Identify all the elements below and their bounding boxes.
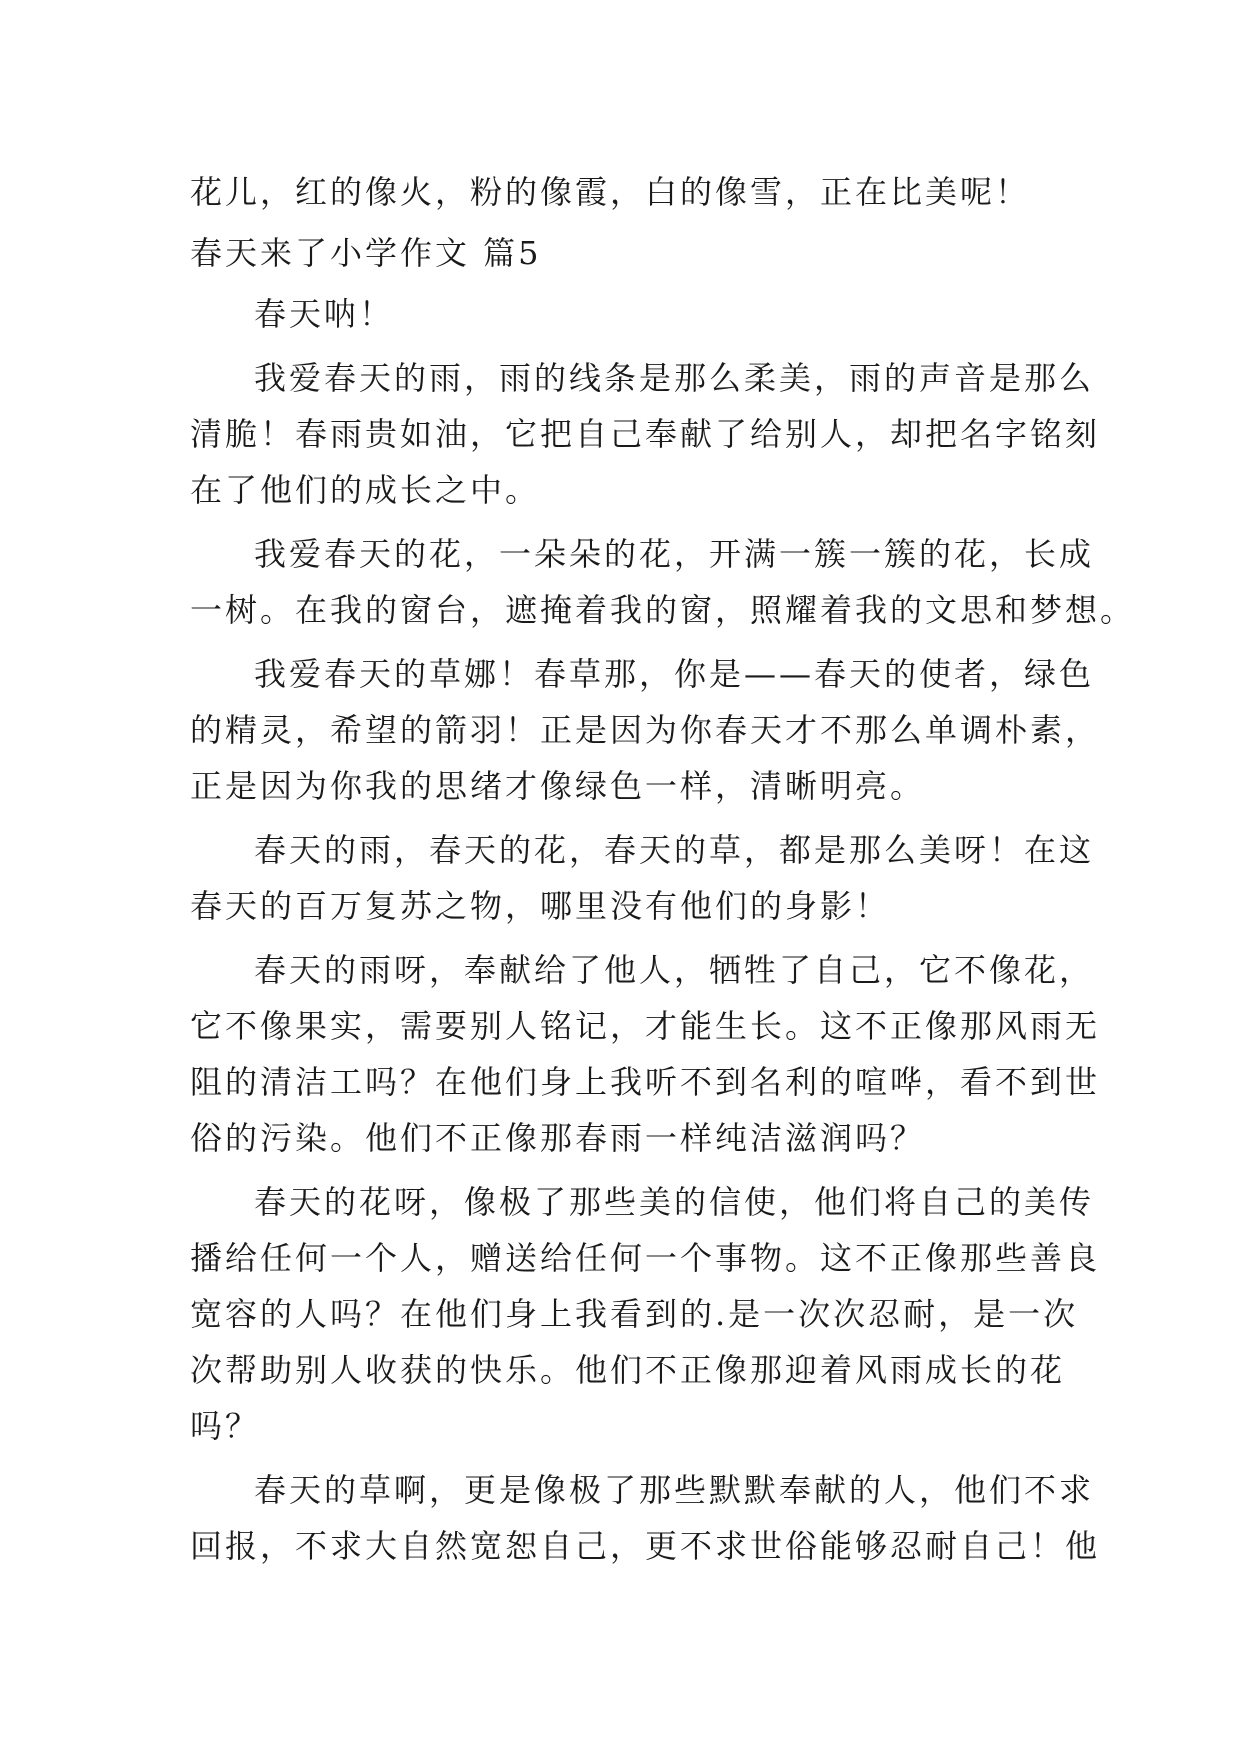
- text-line: 俗的污染。他们不正像那春雨一样纯洁滋润吗？: [190, 1119, 926, 1157]
- text-line: 正是因为你我的思绪才像绿色一样，清晰明亮。: [190, 767, 926, 805]
- text-line: 春天的雨呀，奉献给了他人，牺牲了自己，它不像花，: [254, 951, 1095, 989]
- text-line: 阻的清洁工吗？在他们身上我听不到名利的喧哗，看不到世: [190, 1063, 1101, 1101]
- text-line: 一树。在我的窗台，遮掩着我的窗，照耀着我的文思和梦想。: [190, 591, 1136, 629]
- paragraph: [190, 1174, 1101, 1454]
- text-line: 吗？: [190, 1407, 261, 1445]
- document-body: [190, 164, 1136, 1582]
- top-fragment: [190, 164, 1050, 220]
- text-line: 我爱春天的雨，雨的线条是那么柔美，雨的声音是那么: [254, 359, 1095, 397]
- text-line: 春天的百万复苏之物，哪里没有他们的身影！: [190, 887, 891, 925]
- paragraph: [190, 1462, 1101, 1574]
- text-line: 回报，不求大自然宽恕自己，更不求世俗能够忍耐自己！他: [190, 1527, 1101, 1565]
- text-line: 春天的花呀，像极了那些美的信使，他们将自己的美传: [254, 1183, 1095, 1221]
- text-line: 花儿，红的像火，粉的像霞，白的像雪，正在比美呢！: [190, 173, 1031, 211]
- paragraph: [190, 942, 1101, 1166]
- text-line: 宽容的人吗？在他们身上我看到的.是一次次忍耐，是一次: [190, 1295, 1079, 1333]
- text-line: 在了他们的成长之中。: [190, 471, 541, 509]
- paragraph: [190, 286, 1050, 342]
- paragraph: [190, 646, 1101, 814]
- text-line: 播给任何一个人，赠送给任何一个事物。这不正像那些善良: [190, 1239, 1101, 1277]
- paragraph: [190, 350, 1101, 518]
- text-line: 春天的草啊，更是像极了那些默默奉献的人，他们不求: [254, 1471, 1095, 1509]
- text-line: 的精灵，希望的箭羽！正是因为你春天才不那么单调朴素，: [190, 711, 1101, 749]
- text-line: 我爱春天的花，一朵朵的花，开满一簇一簇的花，长成: [254, 535, 1095, 573]
- section-title: 春天来了小学作文 篇5: [190, 234, 542, 272]
- text-line: 春天的雨，春天的花，春天的草，都是那么美呀！在这: [254, 831, 1095, 869]
- text-line: 清脆！春雨贵如油，它把自己奉献了给别人，却把名字铭刻: [190, 415, 1101, 453]
- text-line: 我爱春天的草娜！春草那，你是——春天的使者，绿色: [254, 655, 1095, 693]
- text-line: 它不像果实，需要别人铭记，才能生长。这不正像那风雨无: [190, 1007, 1101, 1045]
- paragraph: [190, 526, 1136, 638]
- text-line: 春天呐！: [254, 295, 395, 333]
- paragraph: [190, 822, 1095, 934]
- text-line: 次帮助别人收获的快乐。他们不正像那迎着风雨成长的花: [190, 1351, 1066, 1389]
